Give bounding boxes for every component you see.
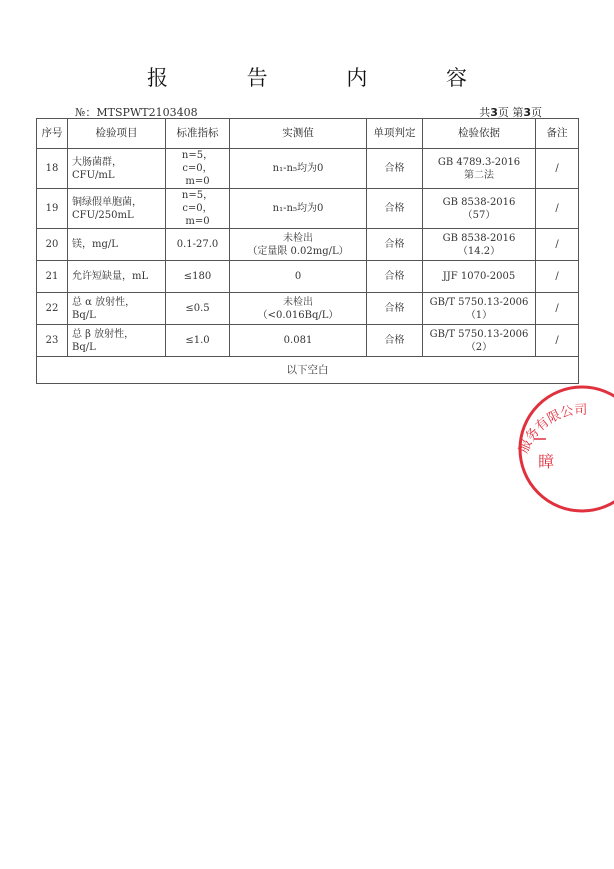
cell-seq (37, 261, 68, 293)
cell-judgement (367, 229, 423, 261)
cell-standard (166, 189, 230, 229)
cell-seq (37, 325, 68, 357)
cell-remark-line: / (555, 239, 559, 250)
seal-text: 服务有限公司 (516, 402, 588, 456)
cell-measured (230, 229, 367, 261)
cell-remark-line: / (555, 303, 559, 314)
header-standard: 标准指标 (166, 119, 230, 149)
cell-item-line: 总 α 放射性， (72, 296, 136, 308)
cell-judgement (367, 261, 423, 293)
cell-item (68, 325, 166, 357)
cell-standard-line: n=5，c=0， (181, 190, 214, 214)
cell-basis (423, 293, 536, 325)
page-total: 3 (490, 106, 498, 119)
cell-item (68, 293, 166, 325)
cell-measured (230, 325, 367, 357)
cell-item-line: 总 β 放射性， (72, 328, 135, 340)
cell-judgement-line: 合格 (384, 271, 405, 282)
cell-standard-line: m=0 (185, 176, 210, 187)
blank-row (37, 357, 579, 384)
cell-remark (536, 293, 579, 325)
cell-measured (230, 189, 367, 229)
page-current: 3 (523, 106, 531, 119)
cell-item-line: Bq/L (72, 341, 96, 353)
cell-item (68, 229, 166, 261)
cell-basis-line: GB 4789.3-2016 (437, 156, 521, 168)
cell-measured-line: n₁-n₅均为0 (272, 163, 324, 174)
cell-basis (423, 149, 536, 189)
cell-standard (166, 149, 230, 189)
cell-basis-line: JJF 1070-2005 (442, 271, 516, 282)
blank-note: 以下空白 (37, 357, 579, 384)
cell-standard-line: 0.1-27.0 (176, 239, 219, 250)
cell-basis-line: 第二法 (464, 169, 494, 181)
cell-remark (536, 149, 579, 189)
cell-basis-line: GB 8538-2016 (442, 196, 516, 208)
cell-seq-line: 18 (45, 163, 59, 174)
table-row (37, 325, 579, 357)
cell-judgement (367, 149, 423, 189)
page-suffix: 页 (531, 106, 542, 119)
cell-item-line: 铜绿假单胞菌， (72, 196, 142, 208)
cell-standard (166, 261, 230, 293)
cell-basis-line: （14.2） (457, 245, 501, 257)
cell-basis-line: GB 8538-2016 (442, 232, 516, 244)
table-header-row (37, 119, 579, 149)
cell-judgement (367, 325, 423, 357)
cell-measured-line: n₁-n₅均为0 (272, 203, 324, 214)
cell-standard-line: ≤180 (183, 271, 212, 282)
cell-remark-line: / (555, 335, 559, 346)
cell-judgement-line: 合格 (384, 163, 405, 174)
cell-seq (37, 189, 68, 229)
cell-basis-line: （2） (465, 341, 493, 353)
header-basis: 检验依据 (423, 119, 536, 149)
cell-standard (166, 229, 230, 261)
cell-judgement-line: 合格 (384, 203, 405, 214)
table-row (37, 229, 579, 261)
cell-item (68, 149, 166, 189)
cell-measured (230, 293, 367, 325)
cell-measured-line: 0.081 (283, 335, 313, 346)
cell-item-line: 大肠菌群， (72, 156, 122, 168)
cell-basis (423, 261, 536, 293)
cell-judgement-line: 合格 (384, 335, 405, 346)
cell-seq (37, 149, 68, 189)
cell-standard-line: m=0 (185, 216, 210, 227)
cell-basis (423, 189, 536, 229)
cell-judgement-line: 合格 (384, 239, 405, 250)
cell-standard-line: ≤1.0 (185, 335, 210, 346)
cell-measured-line: 未检出 (283, 232, 313, 244)
cell-remark-line: / (555, 163, 559, 174)
header-judgement: 单项判定 (367, 119, 423, 149)
cell-standard-line: ≤0.5 (185, 303, 210, 314)
cell-measured-line: 未检出 (283, 296, 313, 308)
report-number: №：MTSPWT2103408 (75, 106, 198, 119)
table-row (37, 189, 579, 229)
cell-remark-line: / (555, 271, 559, 282)
header-seq: 序号 (37, 119, 68, 149)
table-row (37, 261, 579, 293)
cell-basis-line: （57） (462, 209, 496, 221)
cell-basis (423, 229, 536, 261)
cell-remark (536, 325, 579, 357)
cell-measured-line: （<0.016Bq/L） (257, 309, 339, 321)
cell-seq-line: 19 (45, 203, 59, 214)
cell-seq-line: 21 (45, 271, 59, 282)
cell-basis-line: GB/T 5750.13-2006 (429, 296, 529, 308)
cell-remark-line: / (555, 203, 559, 214)
cell-basis-line: （1） (465, 309, 493, 321)
cell-standard-line: n=5，c=0， (181, 150, 214, 174)
cell-seq (37, 293, 68, 325)
cell-judgement (367, 189, 423, 229)
cell-measured-line: 0 (294, 271, 302, 282)
cell-remark (536, 189, 579, 229)
cell-item-line: 允许短缺量，mL (72, 271, 149, 282)
cell-item-line: CFU/mL (72, 169, 115, 181)
header-item: 检验项目 (68, 119, 166, 149)
cell-remark (536, 261, 579, 293)
table-row (37, 149, 579, 189)
results-table (36, 118, 579, 384)
cell-seq-line: 22 (45, 303, 59, 314)
cell-item (68, 261, 166, 293)
cell-basis-line: GB/T 5750.13-2006 (429, 328, 529, 340)
cell-item-line: CFU/250mL (72, 209, 134, 221)
cell-standard (166, 293, 230, 325)
table-row (37, 293, 579, 325)
cell-item (68, 189, 166, 229)
header-remark: 备注 (536, 119, 579, 149)
cell-standard (166, 325, 230, 357)
cell-measured (230, 261, 367, 293)
cell-seq (37, 229, 68, 261)
cell-item-line: Bq/L (72, 309, 96, 321)
company-seal (512, 377, 614, 517)
cell-seq-line: 20 (45, 239, 59, 250)
cell-judgement (367, 293, 423, 325)
header-measured: 实测值 (230, 119, 367, 149)
cell-seq-line: 23 (45, 335, 59, 346)
report-title: 报 告 内 容 (146, 66, 504, 90)
cell-remark (536, 229, 579, 261)
page-prefix: 共 (479, 106, 491, 119)
page-middle: 页 第 (497, 106, 524, 119)
cell-measured-line: （定量限 0.02mg/L） (247, 245, 349, 257)
cell-judgement-line: 合格 (384, 303, 405, 314)
cell-basis (423, 325, 536, 357)
cell-item-line: 镁，mg/L (72, 239, 118, 250)
cell-measured (230, 149, 367, 189)
seal-partial-char: 瞕 (538, 452, 555, 471)
